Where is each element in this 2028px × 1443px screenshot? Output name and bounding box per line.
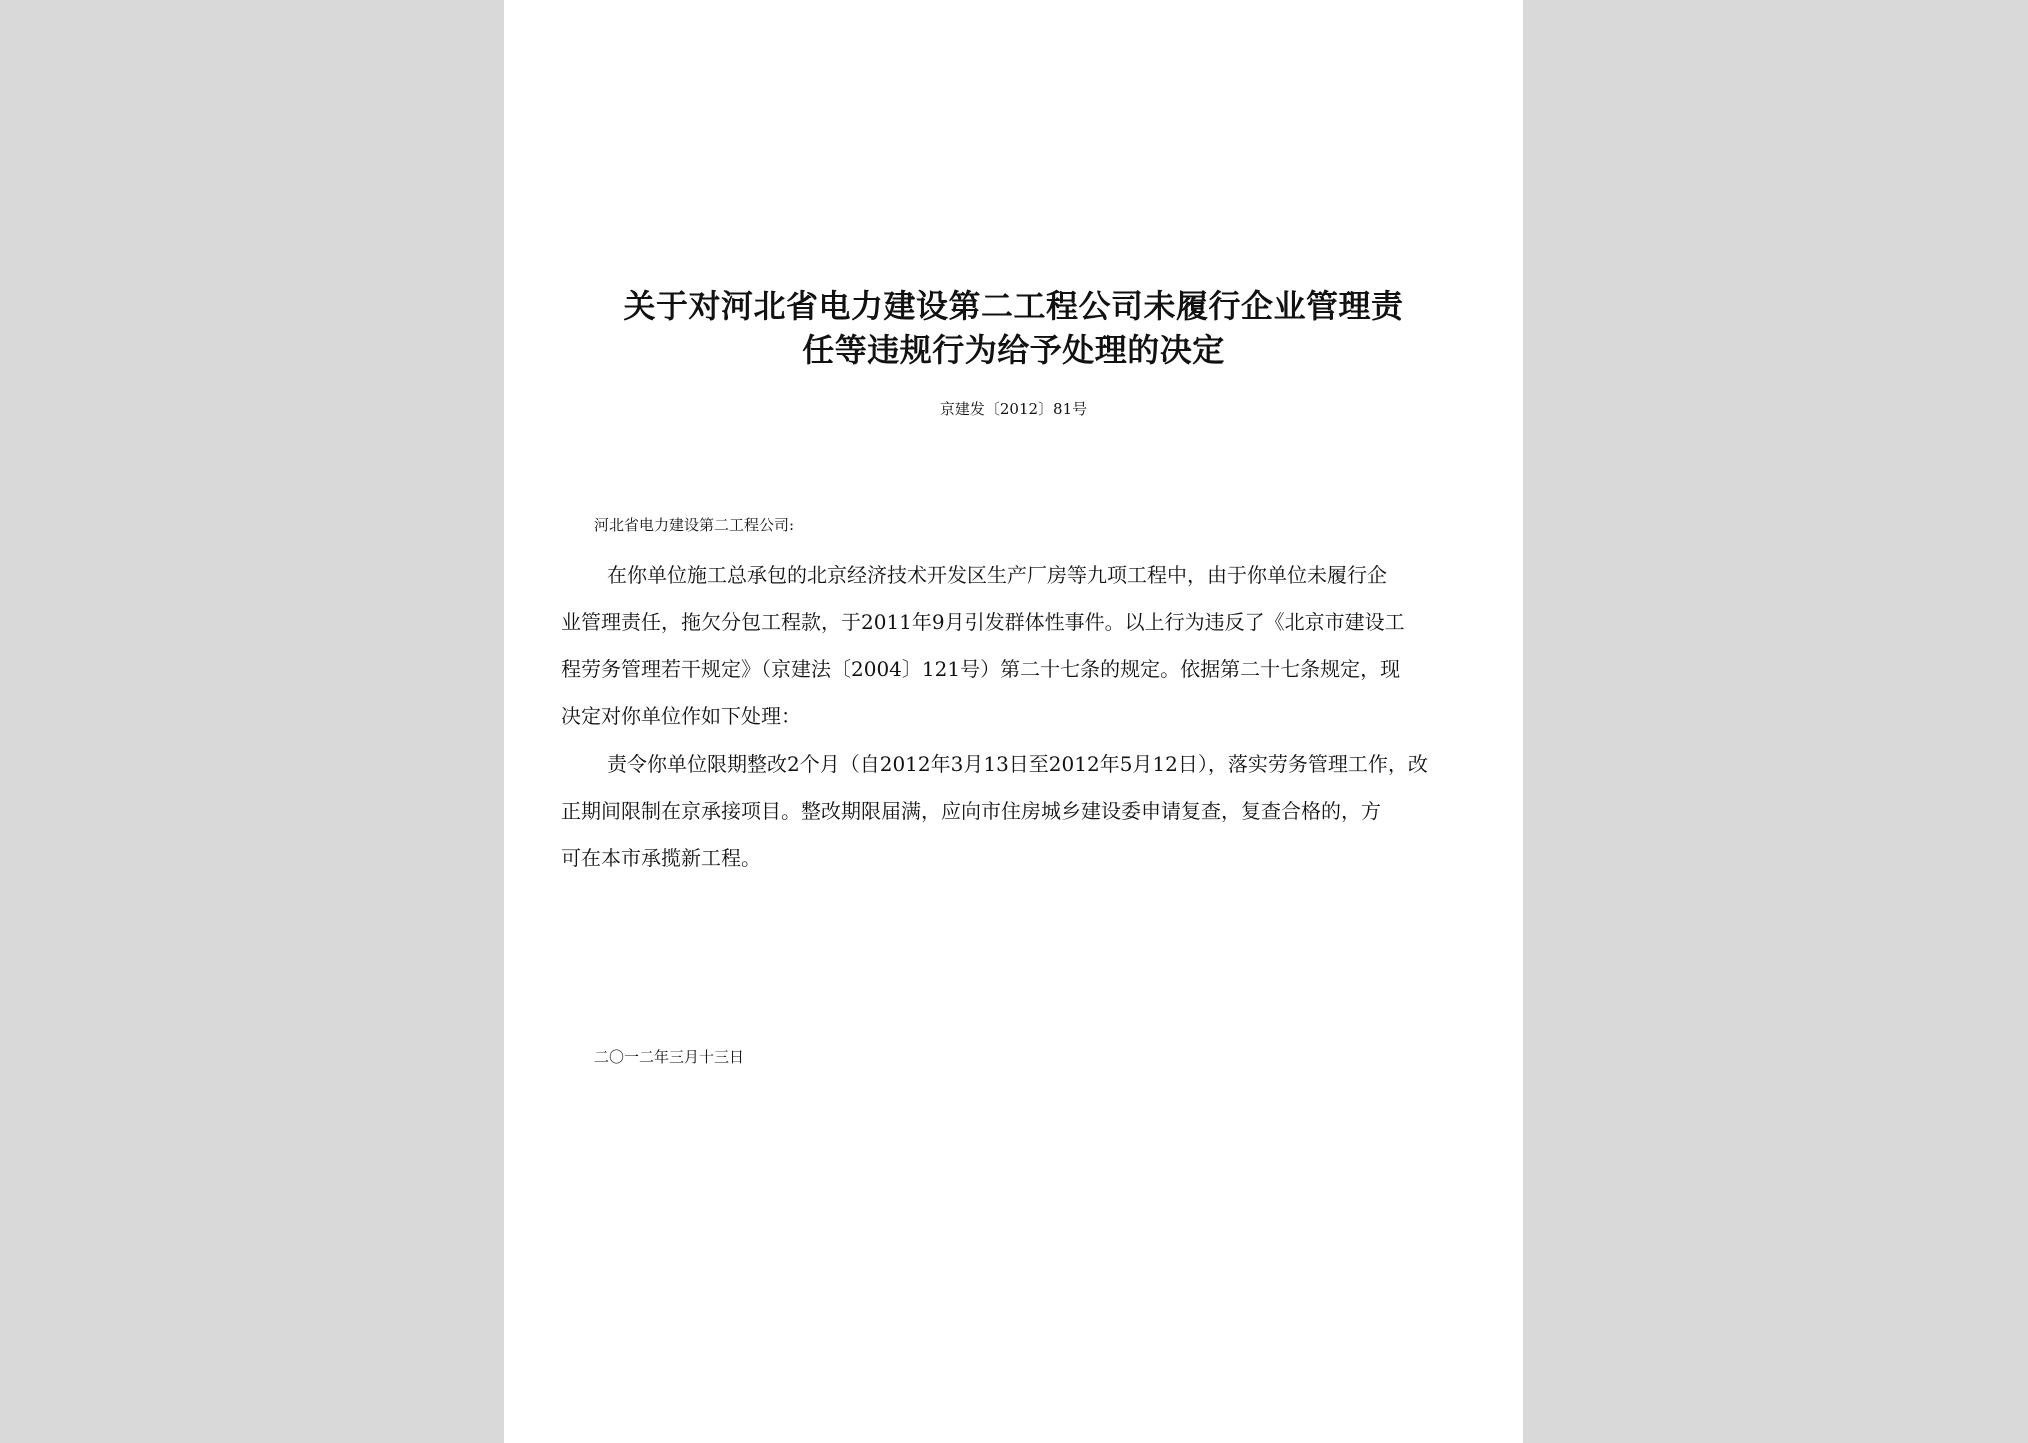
document-page	[504, 0, 1523, 1443]
paragraph-1-line: 业管理责任，拖欠分包工程款，于2011年9月引发群体性事件。以上行为违反了《北京市建设工	[561, 610, 1405, 634]
salutation: 河北省电力建设第二工程公司:	[594, 516, 795, 534]
paragraph-1-line: 决定对你单位作如下处理：	[561, 704, 801, 728]
document-title	[504, 284, 1523, 372]
paragraph-2-line: 责令你单位限期整改2个月（自2012年3月13日至2012年5月12日），落实劳务管理工作，改	[607, 752, 1428, 776]
paragraph-1-line: 程劳务管理若干规定》（京建法〔2004〕121号）第二十七条的规定。依据第二十七条规定，现	[561, 657, 1401, 681]
title-line-2: 任等违规行为给予处理的决定	[802, 331, 1225, 369]
document-date: 二〇一二年三月十三日	[594, 1048, 745, 1066]
paragraph-1	[561, 552, 1471, 740]
document-number: 京建发〔2012〕81号	[939, 400, 1088, 418]
paragraph-1-line: 在你单位施工总承包的北京经济技术开发区生产厂房等九项工程中，由于你单位未履行企	[607, 563, 1387, 587]
paragraph-2	[561, 741, 1471, 882]
paragraph-2-line: 可在本市承揽新工程。	[561, 846, 761, 870]
title-line-1: 关于对河北省电力建设第二工程公司未履行企业管理责	[623, 287, 1404, 325]
paragraph-2-line: 正期间限制在京承接项目。整改期限届满，应向市住房城乡建设委申请复查，复查合格的，方	[561, 799, 1381, 823]
